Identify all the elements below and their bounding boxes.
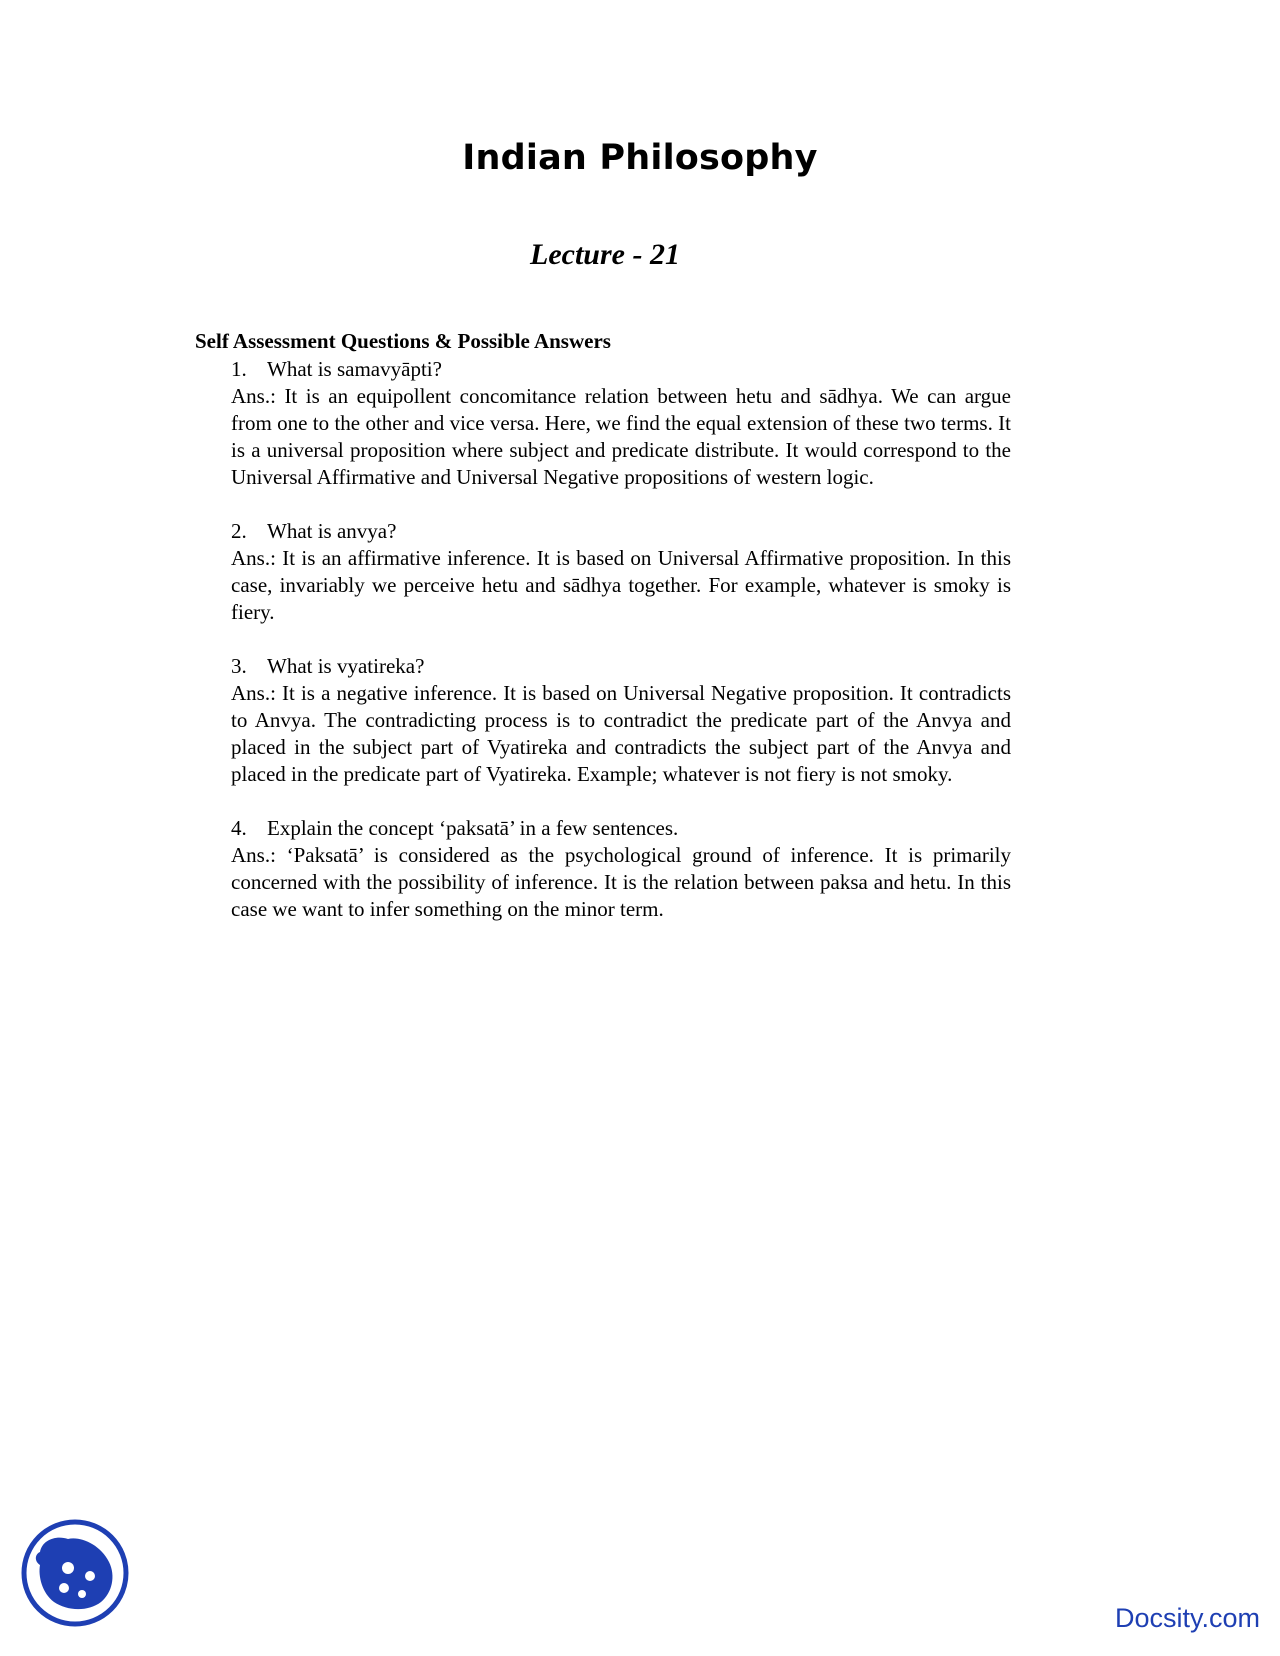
question-4 <box>231 815 1011 842</box>
question-text: Explain the concept ‘paksatā’ in a few sentences. <box>267 816 679 840</box>
answer-3: Ans.: It is a negative inference. It is based on Universal Negative proposition. It contradicts to Anvya. The contradicting process is to contradict the predicate part of the Anvya and placed in the subject part of Vyatireka and contradicts the subject part of the Anvya and placed in the predicate part of Vyatireka. Example; whatever is not fiery is not smoky. <box>231 681 1011 786</box>
answer-2: Ans.: It is an affirmative inference. It is based on Universal Affirmative proposition. In this case, invariably we perceive hetu and sādhya together. For example, whatever is smoky is fiery. <box>231 546 1011 624</box>
qa-item-4 <box>231 815 1011 923</box>
qa-item-1 <box>231 356 1011 491</box>
lecture-title: Lecture - 21 <box>530 238 680 271</box>
question-2 <box>231 518 1011 545</box>
docsity-logo-icon[interactable] <box>20 1518 130 1628</box>
question-number: 3. <box>231 654 247 678</box>
question-text: What is samavyāpti? <box>267 357 442 381</box>
docsity-brand-link[interactable]: Docsity.com <box>1114 1603 1260 1633</box>
qa-item-3 <box>231 653 1011 788</box>
qa-list <box>231 356 1011 950</box>
qa-item-2 <box>231 518 1011 626</box>
question-3 <box>231 653 1011 680</box>
section-heading: Self Assessment Questions & Possible Answers <box>195 329 611 353</box>
question-text: What is vyatireka? <box>267 654 425 678</box>
question-number: 2. <box>231 519 247 543</box>
page-title: Indian Philosophy <box>462 138 818 178</box>
question-number: 4. <box>231 816 247 840</box>
question-text: What is anvya? <box>267 519 397 543</box>
question-number: 1. <box>231 357 247 381</box>
question-1 <box>231 356 1011 383</box>
answer-4: Ans.: ‘Paksatā’ is considered as the psychological ground of inference. It is primarily concerned with the possibility of inference. It is the relation between paksa and hetu. In this case we want to infer something on the minor term. <box>231 843 1011 921</box>
answer-1: Ans.: It is an equipollent concomitance relation between hetu and sādhya. We can argue from one to the other and vice versa. Here, we find the equal extension of these two terms. It is a universal proposition where subject and predicate distribute. It would correspond to the Universal Affirmative and Universal Negative propositions of western logic. <box>231 384 1011 489</box>
